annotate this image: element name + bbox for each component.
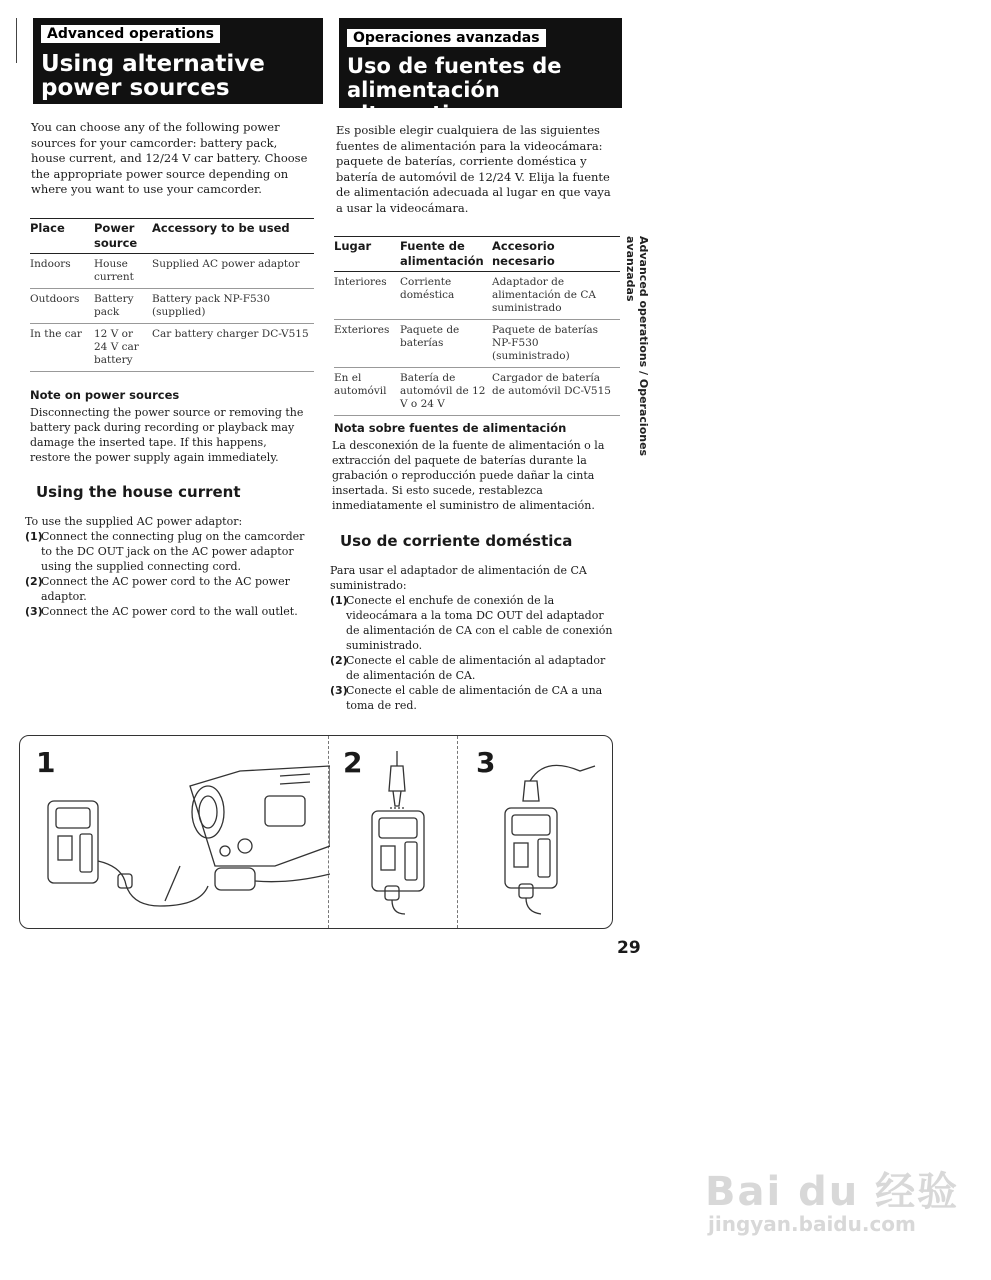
table-row: Indoors House current Supplied AC power adaptor xyxy=(30,254,314,289)
left-section-title: Using the house current xyxy=(36,483,241,501)
right-steps-list xyxy=(330,593,616,713)
right-note-text: La desconexión de la fuente de alimentación o la extracción del paquete de baterías durante la grabación o reproducción puede dañar la cinta insertada. Si esto sucede, restablezca inmediatamente el suministro de alimentación. xyxy=(332,439,605,512)
left-note-text: Disconnecting the power source or removing the battery pack during recording or playback may damage the inserted tape. If this happens, restore the power supply again immediately. xyxy=(30,406,304,464)
page-number: 29 xyxy=(617,938,641,958)
left-steps-intro: To use the supplied AC power adaptor: xyxy=(25,515,243,528)
plug-to-wall-outlet-drawing xyxy=(485,746,605,921)
left-intro: You can choose any of the following power sources for your camcorder: battery pack, house current, and 12/24 V car battery. Choose the appropriate power source depending on where you want to use your camcorder. xyxy=(31,120,308,196)
left-power-table xyxy=(30,218,314,372)
table-header: Fuente de alimentación xyxy=(400,237,492,272)
list-item: (3) Connect the AC power cord to the wall outlet. xyxy=(25,605,298,618)
table-row: Outdoors Battery pack Battery pack NP-F530 (supplied) xyxy=(30,289,314,324)
right-note-title: Nota sobre fuentes de alimentación xyxy=(334,421,567,435)
table-header: Power source xyxy=(94,219,152,254)
left-steps-block xyxy=(25,514,310,619)
side-tab: Advanced operations / Operaciones avanzadas xyxy=(624,236,650,457)
figure-label-2: 2 xyxy=(343,746,363,779)
left-steps-list xyxy=(25,529,310,619)
watermark-url: jingyan.baidu.com xyxy=(708,1212,916,1236)
left-title: Using alternative power sources xyxy=(41,51,265,101)
list-item: (1) Connect the connecting plug on the camcorder to the DC OUT jack on the AC power adaptor using the supplied connecting cord. xyxy=(25,530,305,573)
table-row: En el automóvil Batería de automóvil de 12 V o 24 V Cargador de batería de automóvil DC-V515 xyxy=(334,368,620,416)
table-row: Interiores Corriente doméstica Adaptador de alimentación de CA suministrado xyxy=(334,272,620,320)
table-header: Accesorio necesario xyxy=(492,237,620,272)
watermark-logo: Bai du 经验 xyxy=(705,1169,960,1215)
table-header: Place xyxy=(30,219,94,254)
right-section-title: Uso de corriente doméstica xyxy=(340,532,573,550)
right-power-table xyxy=(334,236,620,416)
left-note-title: Note on power sources xyxy=(30,388,180,402)
table-row: Exteriores Paquete de baterías Paquete de baterías NP-F530 (suministrado) xyxy=(334,320,620,368)
illustration xyxy=(19,735,613,929)
ac-cord-to-adaptor-drawing xyxy=(355,746,450,921)
panel-divider xyxy=(457,736,459,928)
right-steps-intro: Para usar el adaptador de alimentación de CA suministrado: xyxy=(330,564,587,592)
list-item: (2) Connect the AC power cord to the AC power adaptor. xyxy=(25,575,290,603)
margin-line xyxy=(16,18,17,63)
right-header xyxy=(339,18,622,126)
left-header xyxy=(33,18,323,104)
table-header: Accessory to be used xyxy=(152,219,314,254)
figure-label-3: 3 xyxy=(476,746,496,779)
list-item: (1) Conecte el enchufe de conexión de la videocámara a la toma DC OUT del adaptador de alimentación de CA con el cable de conexión suministrado. xyxy=(330,594,613,652)
camcorder-connection-drawing xyxy=(40,756,330,926)
right-intro: Es posible elegir cualquiera de las siguientes fuentes de alimentación para la videocámara: paquete de baterías, corriente doméstica y batería de automóvil de 12/24 V. Elija la fuente de alimentación adecuada al lugar en que vaya a usar la videocámara. xyxy=(336,123,611,215)
right-section-tag: Operaciones avanzadas xyxy=(347,29,546,47)
table-row: In the car 12 V or 24 V car battery Car battery charger DC-V515 xyxy=(30,324,314,372)
table-header: Lugar xyxy=(334,237,400,272)
list-item: (2) Conecte el cable de alimentación al adaptador de alimentación de CA. xyxy=(330,654,606,682)
right-title: Uso de fuentes de alimentación alternativas xyxy=(347,54,562,126)
figure-label-1: 1 xyxy=(36,746,56,779)
right-steps-block xyxy=(330,563,616,713)
list-item: (3) Conecte el cable de alimentación de CA a una toma de red. xyxy=(330,684,603,712)
left-section-tag: Advanced operations xyxy=(41,25,220,43)
